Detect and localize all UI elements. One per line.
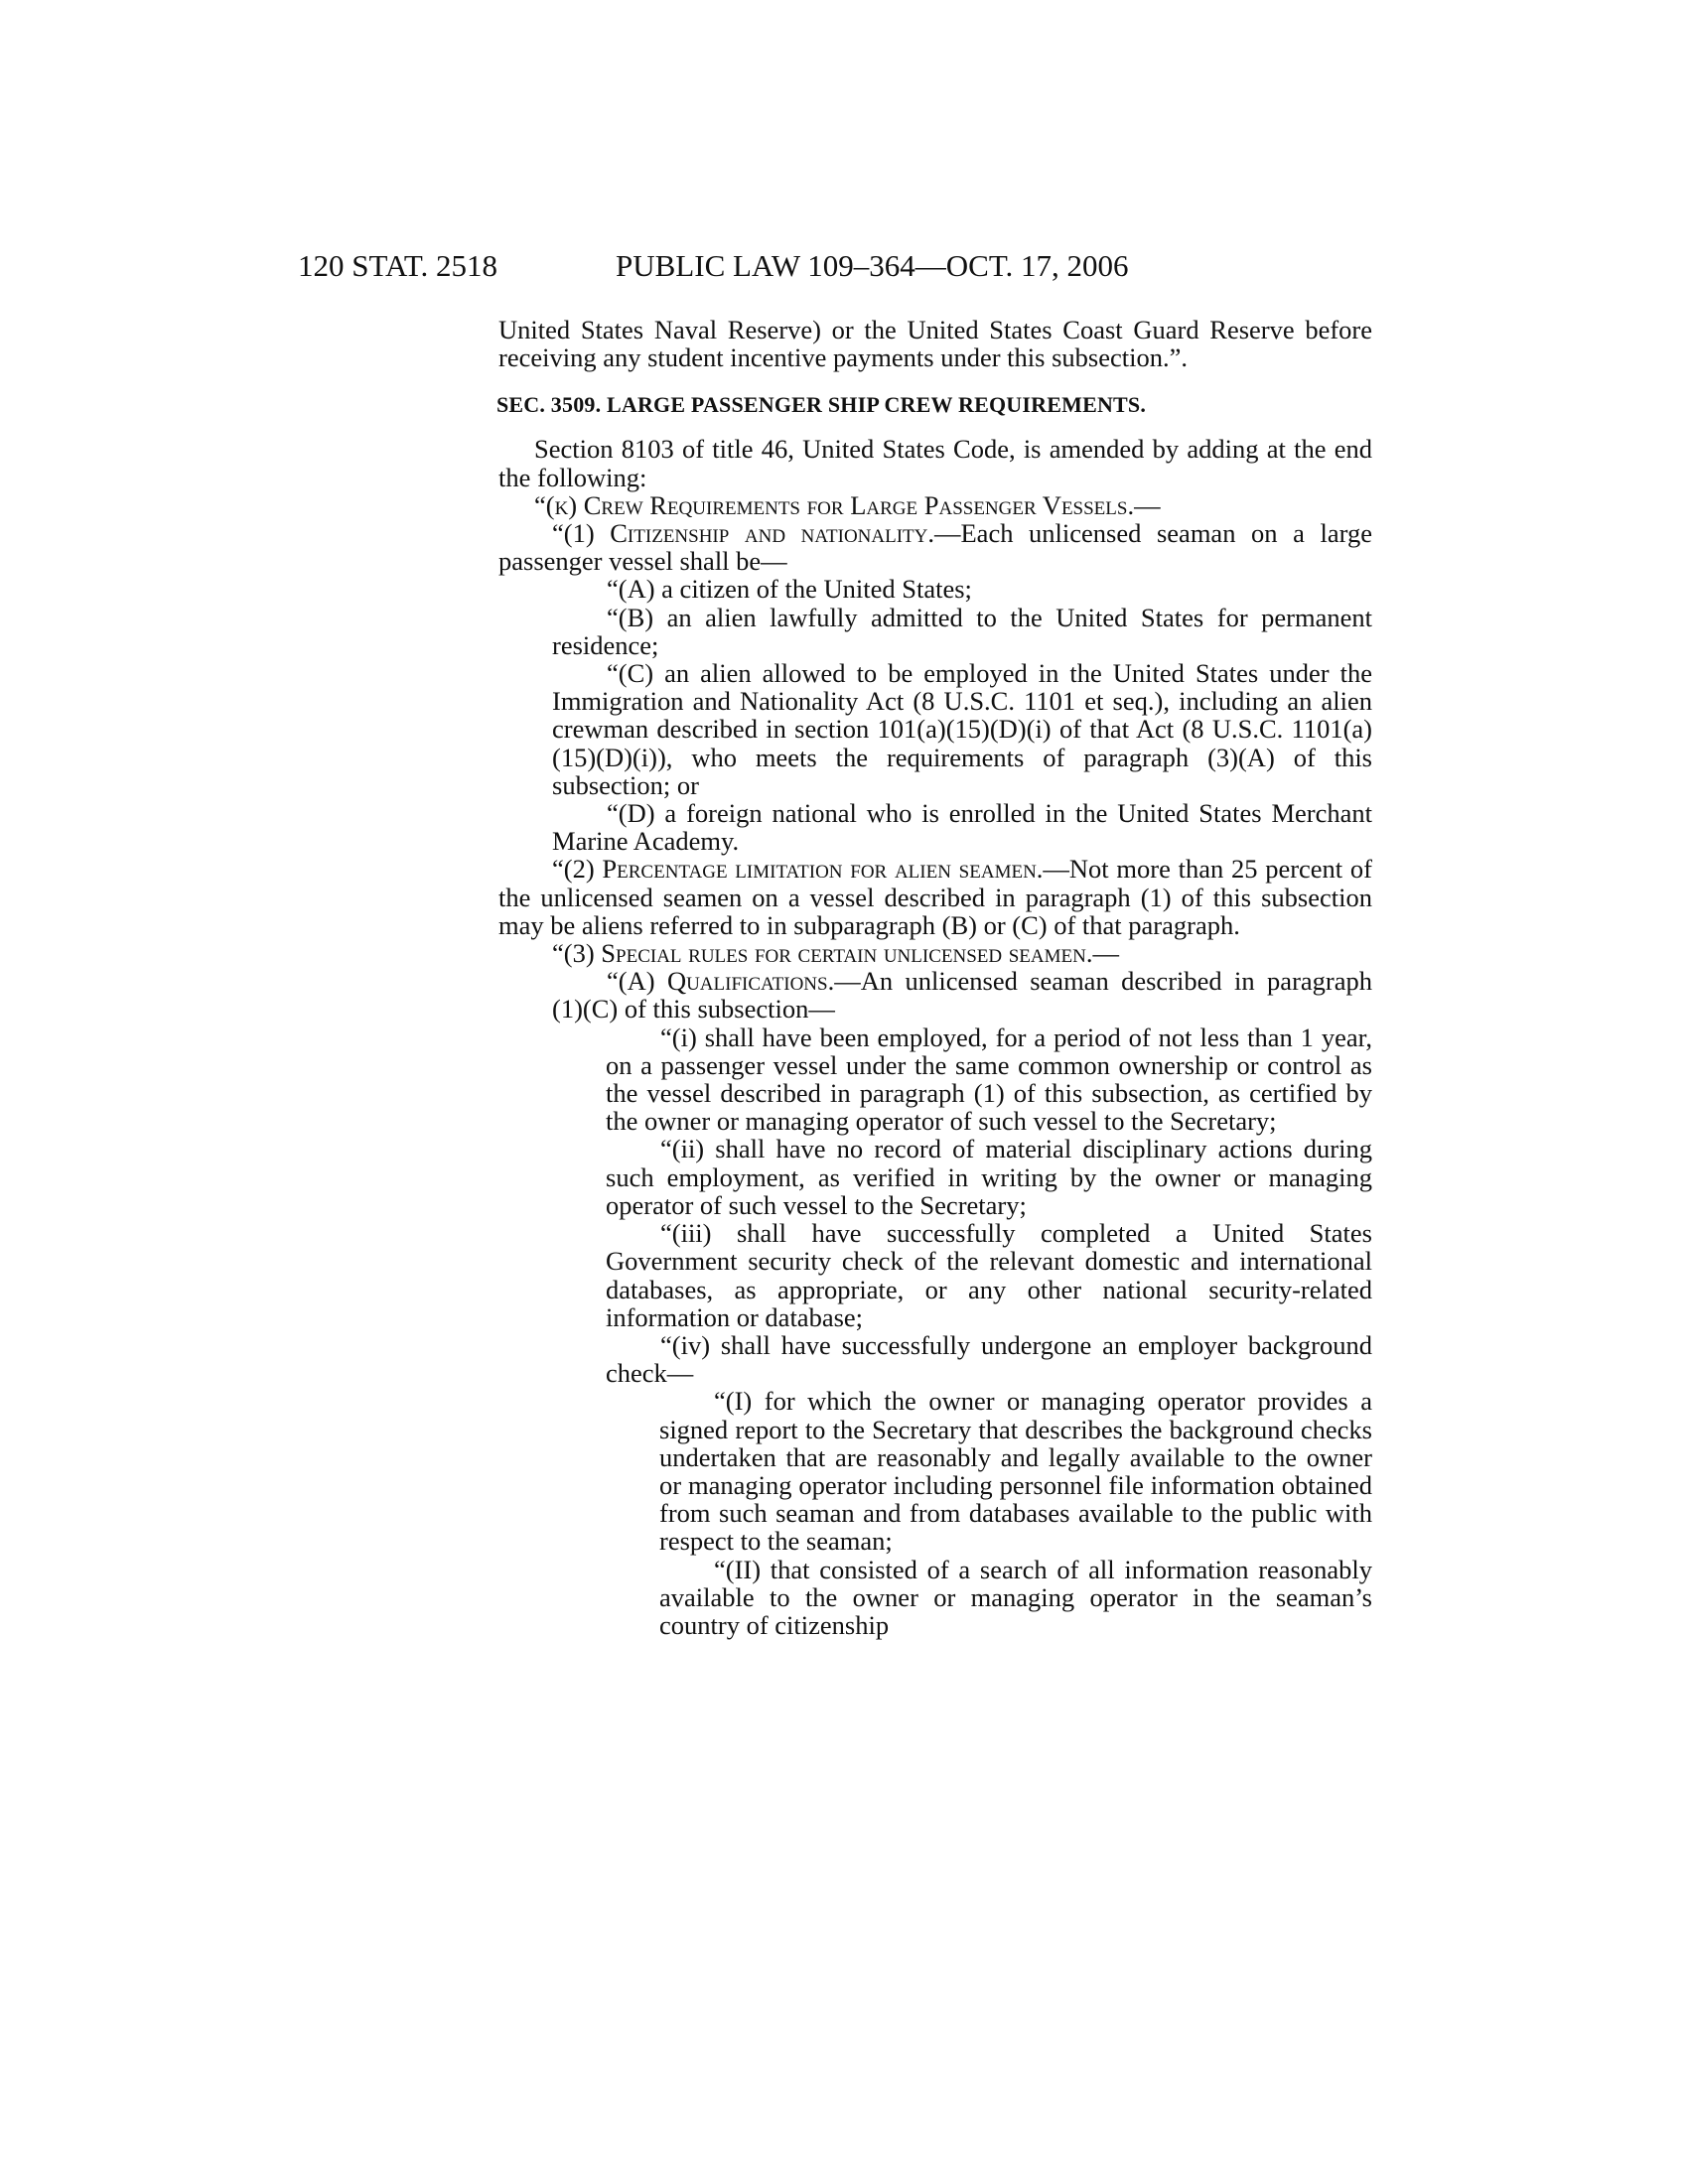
paragraph-2 [498,855,1372,939]
clause-i: “(i) shall have been employed, for a period of not less than 1 year, on a passenger vessel under the same common ownership or control as the vessel described in paragraph (1) of this subsection, as certified by the owner or managing operator of such vessel to the Secretary; [606,1022,1372,1137]
paragraph-1-D: “(D) a foreign national who is enrolled in the United States Merchant Marine Academy. [552,798,1372,857]
paragraph-3-heading: “(3) Special rules for certain unlicensed seamen.— [552,938,1119,969]
clause-iv: “(iv) shall have successfully undergone an employer background check— [606,1329,1372,1389]
paragraph-1-C: “(C) an alien allowed to be employed in the United States under the Immigration and Nationality Act (8 U.S.C. 1101 et seq.), including an alien crewman described in section 101(a)(15)(D)(i) of that Act (8 U.S.C. 1101(a)(15)(D)(i)), who meets the requirements of paragraph (3)(A) of this subsection; or [552,658,1372,800]
subclause-I: “(I) for which the owner or managing operator provides a signed report to the Secretary that describes the background checks undertaken that are reasonably and legally available to the owner or managing operator including personnel file information obtained from such seaman and from databases available to the public with respect to the seaman; [659,1386,1372,1557]
paragraph-3-A-heading: “(A) Qualifications. [607,966,835,997]
paragraph-2-text: —Not more than 25 percent of the unlicensed seamen on a vessel described in paragraph (1) of this subsection may be aliens referred to in subparagraph (B) or (C) of that paragraph. [498,854,1372,940]
paragraph-1-A: “(A) a citizen of the United States; [607,574,972,605]
public-law-citation: PUBLIC LAW 109–364—OCT. 17, 2006 [616,248,1129,283]
clause-iii: “(iii) shall have successfully completed a United States Government security check of the relevant domestic and international databases, as appropriate, or any other national security-related information or database; [606,1218,1372,1332]
section-intro: Section 8103 of title 46, United States Code, is amended by adding at the end the following: [498,434,1372,492]
subclause-II: “(II) that consisted of a search of all information reasonably available to the owner or managing operator in the seaman’s country of citizenship [659,1554,1372,1640]
section-heading: SEC. 3509. LARGE PASSENGER SHIP CREW REQUIREMENTS. [496,392,1147,418]
paragraph-1-heading: “(1) Citizenship and nationality. [552,518,934,549]
carryover-paragraph: United States Naval Reserve) or the United States Coast Guard Reserve before receiving any student incentive payments under this subsection.”. [498,315,1372,373]
document-body [498,316,1372,1639]
paragraph-1-text: —Each unlicensed seaman on a large passenger vessel shall be— [498,518,1372,577]
paragraph-3-A-text: —An unlicensed seaman described in paragraph (1)(C) of this subsection— [552,966,1372,1024]
paragraph-3-A [498,967,1372,1023]
stat-page-number: 120 STAT. 2518 [298,248,498,283]
subsection-k-heading: “(k) Crew Requirements for Large Passenger Vessels.— [534,489,1161,520]
paragraph-1 [498,519,1372,575]
paragraph-1-B: “(B) an alien lawfully admitted to the United States for permanent residence; [552,602,1372,660]
running-header [298,246,1370,286]
paragraph-2-heading: “(2) Percentage limitation for alien seamen. [552,854,1044,885]
clause-ii: “(ii) shall have no record of material disciplinary actions during such employment, as verified in writing by the owner or managing operator of such vessel to the Secretary; [606,1134,1372,1220]
